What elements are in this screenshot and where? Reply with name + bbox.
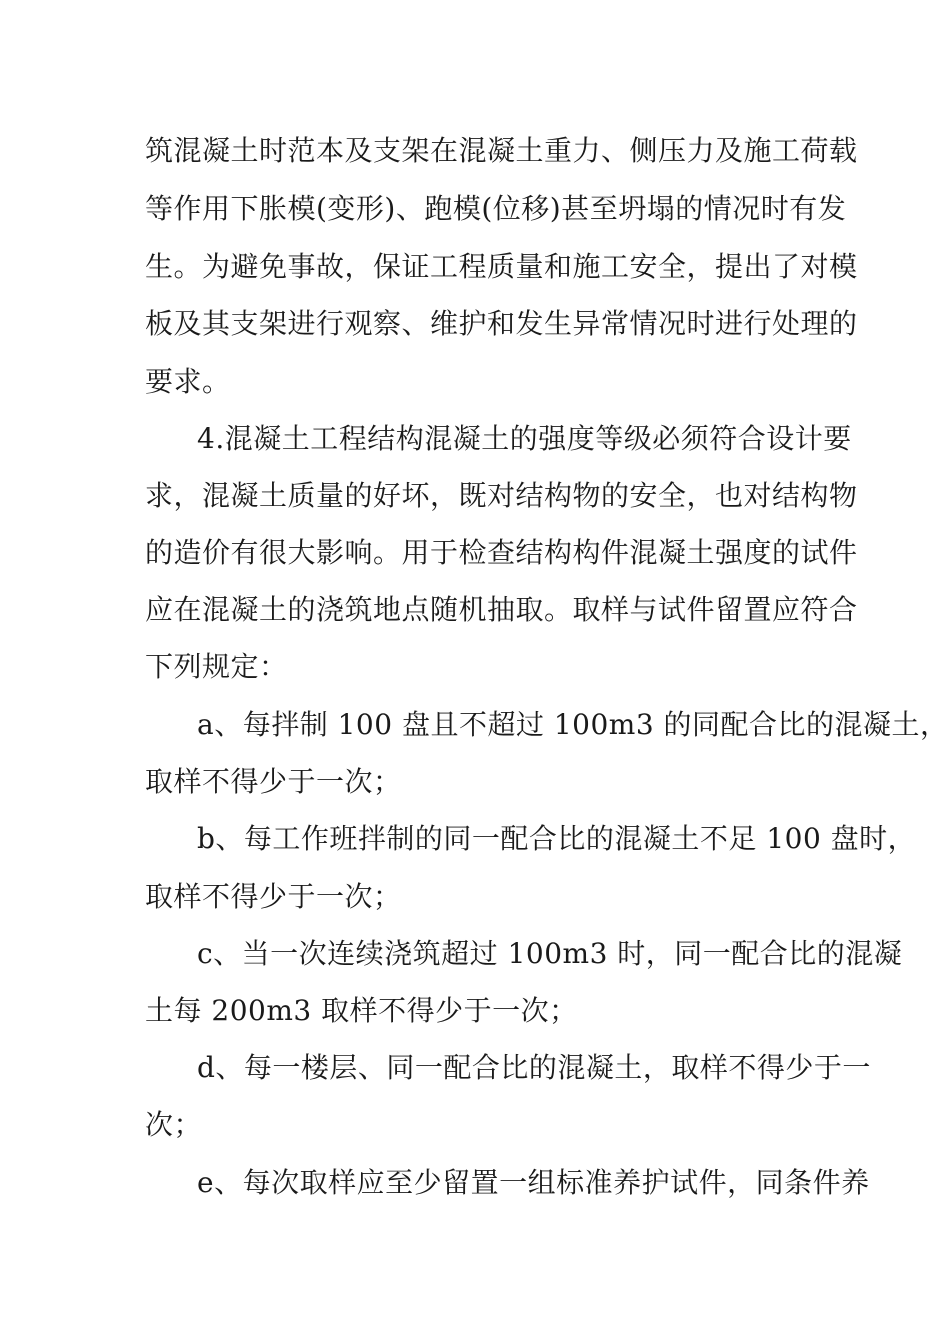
text-line: 的造价有很大影响。用于检查结构构件混凝土强度的试件 bbox=[145, 536, 858, 569]
text-line: 土每 200m3 取样不得少于一次； bbox=[145, 994, 578, 1027]
text-line: 求，混凝土质量的好坏，既对结构物的安全，也对结构物 bbox=[145, 479, 858, 512]
text-line: 板及其支架进行观察、维护和发生异常情况时进行处理的 bbox=[145, 307, 858, 340]
text-line: 应在混凝土的浇筑地点随机抽取。取样与试件留置应符合 bbox=[145, 593, 858, 626]
text-line: 取样不得少于一次； bbox=[145, 765, 402, 798]
text-line: 下列规定： bbox=[145, 650, 288, 683]
list-item-e: e、每次取样应至少留置一组标准养护试件，同条件养 bbox=[197, 1166, 870, 1199]
text-line: 筑混凝土时范本及支架在混凝土重力、侧压力及施工荷载 bbox=[145, 134, 858, 167]
list-item-d: d、每一楼层、同一配合比的混凝土，取样不得少于一 bbox=[197, 1051, 871, 1084]
text-line: 生。为避免事故，保证工程质量和施工安全，提出了对模 bbox=[145, 250, 858, 283]
section-heading-line: 4.混凝土工程结构混凝土的强度等级必须符合设计要 bbox=[197, 422, 852, 455]
list-item-c: c、当一次连续浇筑超过 100m3 时，同一配合比的混凝 bbox=[197, 937, 903, 970]
text-line: 要求。 bbox=[145, 365, 231, 398]
list-item-b: b、每工作班拌制的同一配合比的混凝土不足 100 盘时， bbox=[197, 822, 917, 855]
text-line: 等作用下胀模(变形)、跑模(位移)甚至坍塌的情况时有发 bbox=[145, 192, 847, 225]
text-line: 次； bbox=[145, 1108, 203, 1141]
text-line: 取样不得少于一次； bbox=[145, 880, 402, 913]
list-item-a: a、每拌制 100 盘且不超过 100m3 的同配合比的混凝土， bbox=[197, 708, 949, 741]
